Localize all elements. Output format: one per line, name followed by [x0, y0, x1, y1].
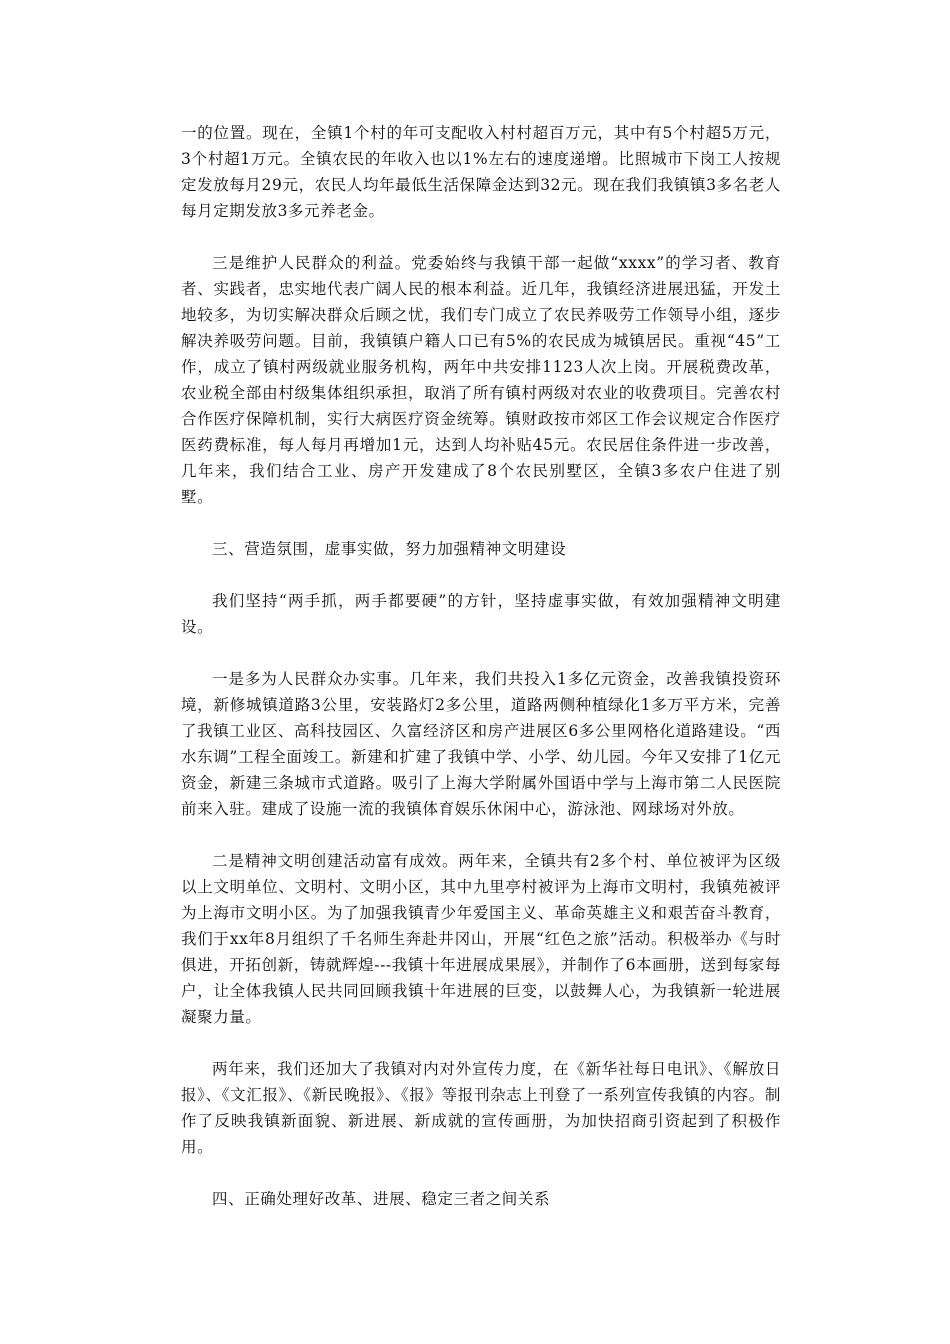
paragraph-protect-interests: 三是维护人民群众的利益。党委始终与我镇干部一起做“xxxx”的学习者、教育者、实践者，忠实地代表广阔人民的根本利益。近几年，我镇经济进展迅猛，开发土地较多，为切实解决群众后顾之忧，我们专门成立了农民养吸劳工作领导小组，逐步解决养吸劳问题。目前，我镇镇户籍人口已有5%的农民成为城镇居民。重视“45”工作，成立了镇村两级就业服务机构，两年中共安排1123人次上岗。开展税费改革，农业税全部由村级集体组织承担，取消了所有镇村两级对农业的收费项目。完善农村合作医疗保障机制，实行大病医疗资金统筹。镇财政按市郊区工作会议规定合作医疗医药费标准，每人每月再增加1元，达到人均补贴45元。农民居住条件进一步改善，几年来，我们结合工业、房产开发建成了8个农民别墅区，全镇3多农户住进了别墅。: [181, 254, 781, 506]
paragraph-publicity: 两年来，我们还加大了我镇对内对外宣传力度，在《新华社每日电讯》、《解放日报》、《文汇报》、《新民晚报》、《报》等报刊杂志上刊登了一系列宣传我镇的内容。制作了反映我镇新面貌、新进展、新成就的宣传画册，为加快招商引资起到了积极作用。: [181, 1060, 781, 1156]
document-body: [181, 120, 781, 1238]
section-heading-four: 四、正确处理好改革、进展、稳定三者之间关系: [212, 1190, 551, 1208]
paragraph-practical-works: 一是多为人民群众办实事。几年来，我们共投入1多亿元资金，改善我镇投资环境，新修城镇道路3公里，安装路灯2多公里，道路两侧种植绿化1多万平方米，完善了我镇工业区、高科技园区、久富经济区和房产进展区6多公里网格化道路建设。“西水东调”工程全面竣工。新建和扩建了我镇中学、小学、幼儿园。今年又安排了1亿元资金，新建三条城市式道路。吸引了上海大学附属外国语中学与上海市第二人民医院前来入驻。建成了设施一流的我镇体育娱乐休闲中心，游泳池、网球场对外放。: [181, 670, 781, 818]
paragraph-two-hands-policy: 我们坚持“两手抓，两手都要硬”的方针，坚持虚事实做，有效加强精神文明建设。: [181, 592, 781, 636]
paragraph-continuation: 一的位置。现在，全镇1个村的年可支配收入村村超百万元，其中有5个村超5万元，3个村超1万元。全镇农民的年收入也以1%左右的速度递增。比照城市下岗工人按规定发放每月29元，农民人均年最低生活保障金达到32元。现在我们我镇镇3多名老人每月定期发放3多元养老金。: [181, 124, 781, 220]
paragraph-civilization-activities: 二是精神文明创建活动富有成效。两年来，全镇共有2多个村、单位被评为区级以上文明单位、文明村、文明小区，其中九里亭村被评为上海市文明村，我镇苑被评为上海市文明小区。为了加强我镇青少年爱国主义、革命英雄主义和艰苦奋斗教育，我们于xx年8月组织了千名师生奔赴井冈山，开展“红色之旅”活动。积极举办《与时俱进，开拓创新，铸就辉煌---我镇十年进展成果展》，并制作了6本画册，送到每家每户，让全体我镇人民共同回顾我镇十年进展的巨变，以鼓舞人心，为我镇新一轮进展凝聚力量。: [181, 852, 781, 1026]
section-heading-three: 三、营造氛围，虚事实做，努力加强精神文明建设: [212, 540, 567, 558]
